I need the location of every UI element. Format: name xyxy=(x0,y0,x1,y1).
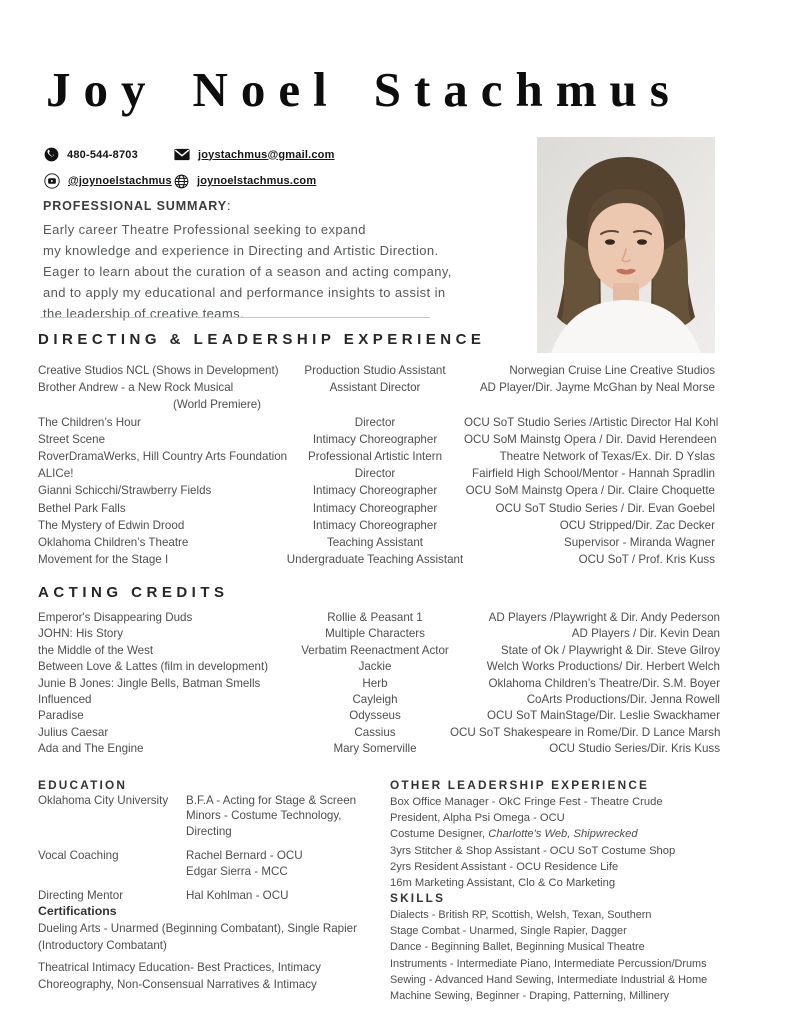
table-row xyxy=(38,708,720,724)
credit-cell: AD Players / Dir. Kevin Dean xyxy=(571,627,720,641)
table-row xyxy=(38,676,720,692)
list-item xyxy=(390,794,675,810)
table-row xyxy=(38,692,720,708)
show-cell: Emperor's Disappearing Duds xyxy=(38,611,193,624)
credit-cell: OCU SoT Studio Series / Dir. Evan Goebel xyxy=(495,501,715,515)
list-item: Stage Combat - Unarmed, Single Rapier, Dagger xyxy=(390,925,627,938)
summary-line: and to apply my educational and performance insights to assist in xyxy=(43,285,446,300)
credit-cell: Fairfield High School/Mentor - Hannah Spradlin xyxy=(472,467,715,481)
role-cell: Undergraduate Teaching Assistant xyxy=(286,553,464,567)
phone-icon xyxy=(44,147,59,162)
show-cell: Ada and The Engine xyxy=(38,742,144,756)
show-cell: JOHN: His Story xyxy=(38,627,124,641)
show-cell: (World Premiere) xyxy=(172,398,262,412)
other-leadership-list xyxy=(390,794,675,891)
list-item: Dialects - British RP, Scottish, Welsh, Texan, Southern xyxy=(390,909,652,921)
detail-line: Rachel Bernard - OCU xyxy=(186,849,303,863)
credit-cell: State of Ok / Playwright & Dir. Steve Gilroy xyxy=(500,643,720,657)
website-contact[interactable] xyxy=(174,173,335,189)
table-row xyxy=(38,626,720,642)
role-cell: Director xyxy=(354,415,396,429)
email-icon xyxy=(174,148,190,161)
credit-cell xyxy=(464,396,715,413)
role-cell: Odysseus xyxy=(349,709,401,723)
summary-heading xyxy=(43,199,230,213)
role-cell: Cayleigh xyxy=(352,693,398,707)
show-cell: ALICe! xyxy=(38,467,74,481)
certification-item: Dueling Arts - Unarmed (Beginning Combatant), Single Rapier (Introductory Combatant) xyxy=(38,922,357,952)
education-label: Vocal Coaching xyxy=(38,849,119,863)
table-row xyxy=(38,659,720,675)
credit-cell: Supervisor - Miranda Wagner xyxy=(564,536,715,550)
education-label: Directing Mentor xyxy=(38,889,124,903)
credit-cell: OCU SoT MainStage/Dir. Leslie Swackhamer xyxy=(486,709,720,723)
role-cell: Cassius xyxy=(354,725,396,739)
show-cell: Creative Studios NCL (Shows in Development) xyxy=(38,364,279,377)
table-row xyxy=(38,500,715,517)
detail-line: Directing xyxy=(186,824,232,838)
education-details xyxy=(186,793,383,839)
youtube-contact[interactable] xyxy=(44,173,174,189)
table-row xyxy=(38,465,715,482)
list-item xyxy=(390,859,675,875)
role-cell: Intimacy Choreographer xyxy=(312,484,438,498)
education-details xyxy=(186,888,383,903)
detail-line: Hal Kohlman - OCU xyxy=(186,889,289,903)
summary-heading-text: PROFESSIONAL SUMMARY xyxy=(43,199,227,213)
table-row xyxy=(38,482,715,499)
role-cell: Intimacy Choreographer xyxy=(312,501,438,515)
table-row xyxy=(38,379,715,396)
list-item xyxy=(390,875,675,891)
credit-cell: OCU Studio Series/Dir. Kris Kuss xyxy=(549,742,720,756)
youtube-handle: @joynoelstachmus xyxy=(68,175,172,187)
show-cell: Between Love & Lattes (film in development) xyxy=(38,660,269,674)
table-row xyxy=(38,741,720,757)
role-cell: Verbatim Reenactment Actor xyxy=(301,643,449,657)
table-row xyxy=(38,610,720,626)
credit-cell: OCU SoT Shakespeare in Rome/Dir. D Lance Marsh xyxy=(450,725,721,739)
role-cell: Director xyxy=(354,467,396,481)
phone-contact[interactable] xyxy=(44,147,174,162)
table-row xyxy=(38,848,383,879)
credit-cell: Welch Works Productions/ Dir. Herbert Welch xyxy=(486,660,720,674)
show-cell: Influenced xyxy=(38,693,92,707)
certifications-section-title: Certifications xyxy=(38,904,117,918)
table-row xyxy=(38,725,720,741)
credit-cell: OCU SoT / Prof. Kris Kuss xyxy=(578,553,715,567)
show-cell: Oklahoma Children’s Theatre xyxy=(38,536,189,550)
list-item: Machine Sewing, Beginner - Draping, Patterning, Millinery xyxy=(390,990,670,1003)
summary-line: Early career Theatre Professional seeking to expand xyxy=(43,222,366,237)
list-item: Instruments - Intermediate Piano, Intermediate Percussion/Drums xyxy=(390,957,707,970)
website-url: joynoelstachmus.com xyxy=(197,175,317,187)
show-cell: Paradise xyxy=(38,709,84,723)
role-cell: Herb xyxy=(362,676,388,690)
email-contact[interactable] xyxy=(174,147,335,162)
show-cell: Junie B Jones: Jingle Bells, Batman Smells xyxy=(38,676,261,690)
role-cell: Teaching Assistant xyxy=(326,536,424,550)
section-divider xyxy=(40,317,430,318)
summary-line: the leadership of creative teams. xyxy=(43,306,245,321)
item-text: Costume Designer, xyxy=(390,828,489,841)
role-cell: Jackie xyxy=(358,660,392,674)
directing-section-title: DIRECTING & LEADERSHIP EXPERIENCE xyxy=(38,331,486,348)
other-leadership-section-title: OTHER LEADERSHIP EXPERIENCE xyxy=(390,778,650,792)
youtube-icon xyxy=(44,173,60,189)
item-text: 2yrs Resident Assistant - OCU Residence Life xyxy=(390,860,619,873)
table-row xyxy=(38,534,715,551)
credit-cell: OCU Stripped/Dir. Zac Decker xyxy=(559,518,715,532)
item-text: President, Alpha Psi Omega - OCU xyxy=(390,812,565,825)
credit-cell: AD Player/Dir. Jayme McGhan by Neal Morse xyxy=(479,381,715,395)
show-cell: Bethel Park Falls xyxy=(38,501,126,515)
list-item: Dance - Beginning Ballet, Beginning Musical Theatre xyxy=(390,941,645,954)
show-cell: The Children’s Hour xyxy=(38,415,141,429)
item-text: Box Office Manager - OkC Fringe Fest - Theatre Crude xyxy=(390,796,663,808)
education-label: Oklahoma City University xyxy=(38,794,169,807)
email-address: joystachmus@gmail.com xyxy=(198,148,335,161)
item-italic-text: Charlotte's Web, Shipwrecked xyxy=(488,828,638,841)
detail-line: Minors - Costume Technology, xyxy=(186,809,342,823)
table-row xyxy=(38,448,715,465)
role-cell: Intimacy Choreographer xyxy=(312,518,438,532)
certifications-list xyxy=(38,921,370,999)
credit-cell: OCU SoM Mainstg Opera / Dir. David Herendeen xyxy=(464,432,717,446)
headshot-photo xyxy=(537,137,715,353)
list-item: Sewing - Advanced Hand Sewing, Intermediate Industrial & Home xyxy=(390,973,708,986)
phone-number: 480-544-8703 xyxy=(67,148,138,161)
skills-list xyxy=(390,907,707,1004)
detail-line: Edgar Sierra - MCC xyxy=(186,864,288,878)
show-cell: Gianni Schicchi/Strawberry Fields xyxy=(38,484,212,498)
summary-text xyxy=(43,219,452,324)
role-cell: Production Studio Assistant xyxy=(304,364,446,377)
show-cell: Julius Caesar xyxy=(38,725,109,739)
table-row xyxy=(38,517,715,534)
skills-section-title: SKILLS xyxy=(390,891,446,905)
list-item xyxy=(390,810,675,826)
education-section-title: EDUCATION xyxy=(38,778,128,792)
credit-cell: Norwegian Cruise Line Creative Studios xyxy=(509,364,715,377)
globe-icon xyxy=(174,174,189,189)
summary-line: my knowledge and experience in Directing and Artistic Direction. xyxy=(43,243,439,258)
table-row xyxy=(38,414,719,431)
list-item xyxy=(390,826,675,842)
show-cell: the Middle of the West xyxy=(38,643,154,657)
credit-cell: Oklahoma Children’s Theatre/Dir. S.M. Boyer xyxy=(488,676,720,690)
item-text: 16m Marketing Assistant, Clo & Co Marketing xyxy=(390,877,616,890)
acting-section-title: ACTING CREDITS xyxy=(38,584,229,601)
credit-cell: CoArts Productions/Dir. Jenna Rowell xyxy=(526,693,720,707)
summary-line: Eager to learn about the curation of a season and acting company, xyxy=(43,264,452,279)
show-cell: The Mystery of Edwin Drood xyxy=(38,518,185,532)
list-item xyxy=(390,843,675,859)
table-row xyxy=(38,551,715,568)
directing-table xyxy=(38,362,719,568)
show-cell: RoverDramaWerks, Hill Country Arts Foundation xyxy=(38,450,288,464)
detail-line: B.F.A - Acting for Stage & Screen xyxy=(186,794,357,807)
table-row xyxy=(38,793,383,839)
role-cell: Multiple Characters xyxy=(325,627,425,641)
table-row xyxy=(38,431,715,448)
table-row xyxy=(38,396,715,413)
contact-block xyxy=(44,147,335,189)
role-cell: Intimacy Choreographer xyxy=(312,432,438,446)
page-title: Joy Noel Stachmus xyxy=(46,62,682,117)
table-row xyxy=(38,643,720,659)
role-cell: Professional Artistic Intern xyxy=(307,450,443,464)
table-row xyxy=(38,888,383,903)
certification-item: Theatrical Intimacy Education- Best Practices, Intimacy Choreography, Non-Consensual Narratives & Intimacy xyxy=(38,961,321,991)
show-cell: Movement for the Stage I xyxy=(38,553,169,567)
credit-cell: AD Players /Playwright & Dir. Andy Pederson xyxy=(488,611,720,624)
role-cell: Mary Somerville xyxy=(333,742,417,756)
show-cell: Street Scene xyxy=(38,432,106,446)
education-table xyxy=(38,793,383,912)
role-cell: Rollie & Peasant 1 xyxy=(327,611,423,624)
summary-heading-colon: : xyxy=(227,199,231,213)
acting-table xyxy=(38,610,720,758)
credit-cell: Theatre Network of Texas/Ex. Dir. D Yslas xyxy=(499,450,715,464)
role-cell: Assistant Director xyxy=(329,381,421,395)
credit-cell: OCU SoT Studio Series /Artistic Director Hal Kohl xyxy=(464,415,719,429)
education-details xyxy=(186,848,383,879)
show-cell: Brother Andrew - a New Rock Musical xyxy=(38,381,234,395)
credit-cell: OCU SoM Mainstg Opera / Dir. Claire Choquette xyxy=(465,484,715,498)
item-text: 3yrs Stitcher & Shop Assistant - OCU SoT Costume Shop xyxy=(390,844,676,857)
table-row xyxy=(38,362,715,379)
